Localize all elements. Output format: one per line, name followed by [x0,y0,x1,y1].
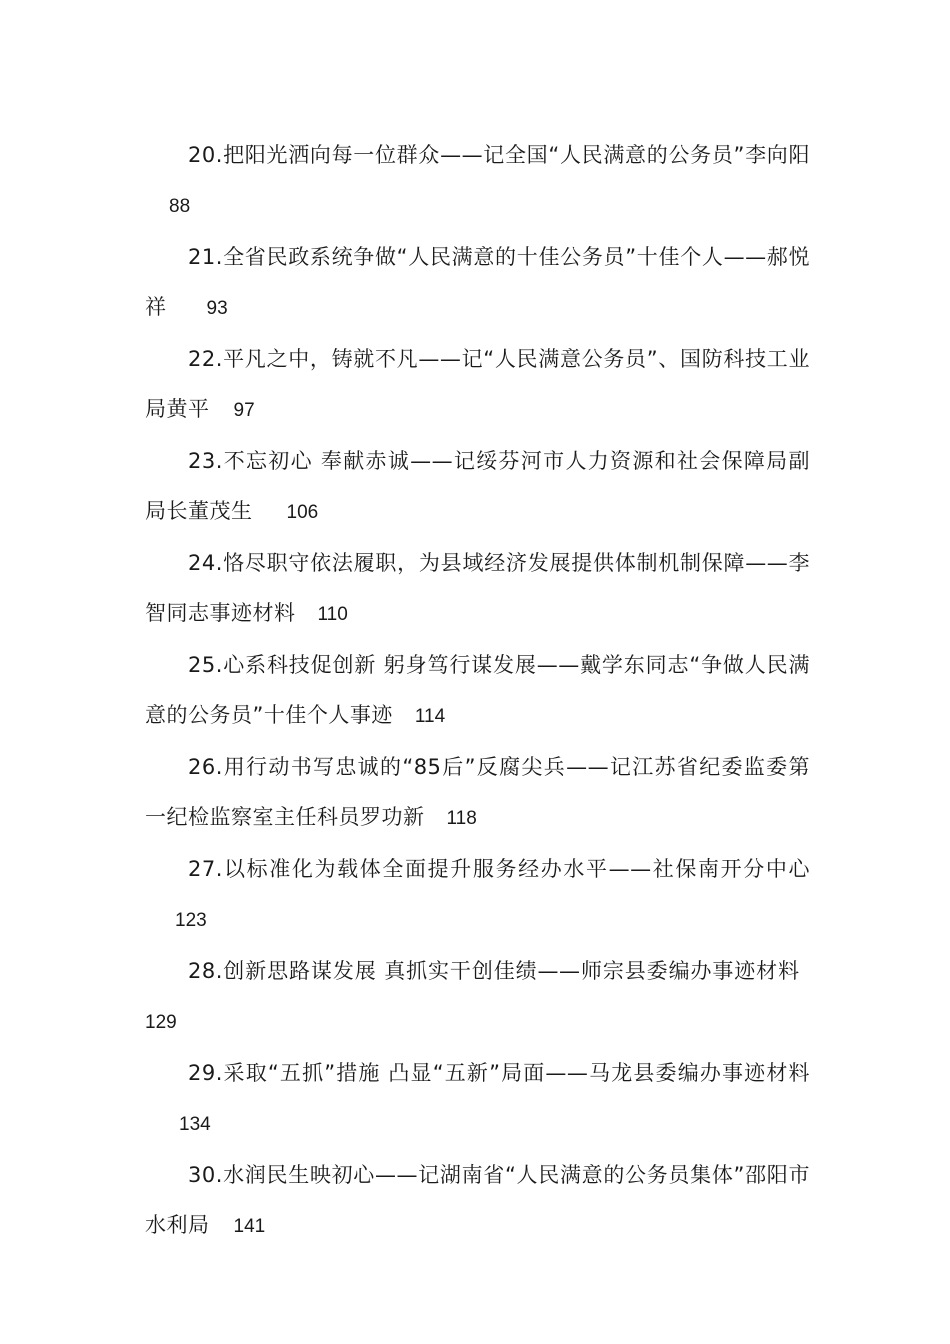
toc-entry [145,844,810,946]
toc-entry [145,1048,810,1150]
toc-entry-page: 110 [317,604,348,625]
toc-entry [145,334,810,436]
toc-entry-title: 27.以标准化为载体全面提升服务经办水平——社保南开分中心 [188,857,810,881]
toc-entry-page: 97 [233,400,255,421]
toc-entry-title: 20.把阳光洒向每一位群众——记全国“人民满意的公务员”李向阳 [188,143,810,167]
toc-entry-page: 141 [233,1216,266,1237]
toc-entry-title: 21.全省民政系统争做“人民满意的十佳公务员”十佳个人——郝悦祥 [145,245,810,319]
toc-entry [145,1150,810,1252]
toc-entry-page: 129 [145,1012,177,1033]
toc-entry-title: 25.心系科技促创新 躬身笃行谋发展——戴学东同志“争做人民满意的公务员”十佳个人事迹 [145,653,810,727]
toc-entry [145,436,810,538]
toc-entry-page: 88 [169,196,191,217]
toc-entry-title: 26.用行动书写忠诚的“85后”反腐尖兵——记江苏省纪委监委第一纪检监察室主任科员罗功新 [145,755,810,829]
toc-entry-page: 106 [286,502,319,523]
toc-entry-title: 22.平凡之中，铸就不凡——记“人民满意公务员”、国防科技工业局黄平 [145,347,810,421]
toc-entry-title: 28.创新思路谋发展 真抓实干创佳绩——师宗县委编办事迹材料 [188,959,800,983]
toc-entry-title: 24.恪尽职守依法履职，为县域经济发展提供体制机制保障——李智同志事迹材料 [145,551,810,625]
toc-entry-page: 93 [206,298,228,319]
toc-entry-title: 23.不忘初心 奉献赤诚——记绥芬河市人力资源和社会保障局副局长董茂生 [145,449,810,523]
toc-entry-page: 134 [179,1114,211,1135]
toc-entry-title: 29.采取“五抓”措施 凸显“五新”局面——马龙县委编办事迹材料 [188,1061,810,1085]
toc-entry-page: 123 [175,910,207,931]
toc-entry [145,232,810,334]
toc-entry [145,130,810,232]
toc-entry [145,946,810,1048]
toc-entry [145,640,810,742]
toc-entry [145,538,810,640]
toc-entry-title: 30.水润民生映初心——记湖南省“人民满意的公务员集体”邵阳市水利局 [145,1163,810,1237]
table-of-contents [145,130,810,1252]
toc-entry-page: 118 [446,808,477,829]
toc-entry-page: 114 [414,706,446,727]
toc-entry [145,742,810,844]
